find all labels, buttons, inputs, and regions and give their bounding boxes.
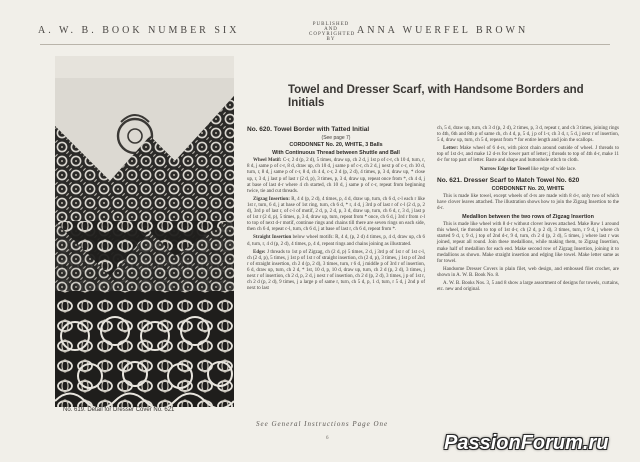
straight-lead: Straight Insertion <box>253 235 292 241</box>
header-book-title: A. W. B. BOOK NUMBER SIX <box>38 25 240 36</box>
scarf-intro-paragraph: This is made like towel, except wheels of d-rs are made with 8 d-r, only two of which have clover leaves attached. The illustration shows how to join the Zigzag Insertion to the d-r. <box>437 193 619 211</box>
letter-paragraph <box>437 146 619 164</box>
zigzag-text: R, 4 d (p, 2 d), 4 times, p, 4 d, draw up, turn, ch 6 d, c-l each r like 1st r, turn, 6 d, j at base of 1st ring, turn, ch 6 d, * r, 4 d, j 3rd p of last r of c-l (2 d, p, 2 d), 3rd p of last r, of c-l of motif, 2 d, p, 2 d, p, 3 d, draw up, turn, ch 6 d, r, 3 d, j last p of 1st r (2 d, p), 5 times, p, 3 d, draw up, turn, repeat from * once, ch 6 d, j 3rd r from c-l to top of next d-r motif, continue rings and chains till there are seven rings on each side, then ch 6 d, repeat c-l, turn, ch 6 d, j at base of last r, ch 6 d, repeat from *. <box>247 196 425 233</box>
section-heading-621: No. 621. Dresser Scarf to Match Towel No. 620 <box>437 176 580 184</box>
wheel-motif-lead: Wheel Motif: <box>253 158 282 164</box>
site-watermark: PassionForum.ru <box>444 432 609 454</box>
see-page-note: (See page 7) <box>321 135 351 141</box>
page-title: Towel and Dresser Scarf, with Handsome Borders and Initials <box>288 84 584 109</box>
straight-text: below wheel motifs: R, 4 d, (p, 2 d) 4 times, p, 4 d, draw up, ch 6 d, turn, r, 4 d (p, 2 d), 4 times, p, 4 d, repeat rings and chains joining as illustrated. <box>247 235 425 247</box>
section-heading-620: No. 620. Towel Border with Tatted Initial <box>247 126 370 133</box>
narrow-edge-paragraph <box>437 167 619 173</box>
narrow-edge-lead: Narrow Edge for Towel <box>479 166 530 172</box>
right-column <box>437 126 619 295</box>
medallion-paragraph: This is made like wheel with 8 d-r without clover leaves attached. Make Row 1 around this wheel, tie threads to top of 1st d-r, ch (2 d, p 2 d), 3 times, turn, r 9 d, j where ch started 9 d, r, 9 d, j top of 2nd d-r, 9 d, turn, ch 2 d (p, 2 d), 5 times, j where last r was joined, repeat all round. Join these medallions, while making them, to Zigzag Insertion, make half of medallion for each end. Make second row of Zigzag Insertion, joining it to medallions as shown. Make straight insertion and edging like towel. Make letter same as for towel. <box>437 222 619 264</box>
photo-caption: No. 619. Detail for Dresser Cover No. 621 <box>63 407 175 413</box>
tatted-lace-photo <box>55 56 234 407</box>
thread-spec-620: CORDONNET No. 20, WHITE, 3 Balls <box>289 142 383 149</box>
left-column <box>247 126 425 294</box>
straight-paragraph <box>247 235 425 247</box>
header-rule <box>40 44 610 45</box>
page-number: 6 <box>326 436 329 441</box>
wheel-motif-paragraph <box>247 158 425 195</box>
general-instructions-note: See General Instructions Page One <box>256 420 389 428</box>
thread-spec-621: CORDONNET No. 20, WHITE <box>491 185 565 192</box>
page-header <box>0 22 640 42</box>
zigzag-lead: Zigzag Insertion: <box>253 196 290 202</box>
thread-method: With Continuous Thread between Shuttle and Ball <box>272 150 400 157</box>
edge-continued-paragraph: ch, 5 d, draw up, turn, ch 3 d (p, 2 d), 2 times, p, 3 d, repeat r, and ch 3 times, joining rings to 4th, 6th and 8th p of same ch, ch 4 d, p, 5 d, j p of 1-r, ch 3 d, r, 5 d, j next r of insertion, 5 d, draw up, turn, ch 5 d, repeat from * for entire length and join the scallops. <box>437 126 619 144</box>
letter-lead: Letter: <box>443 146 458 152</box>
books-paragraph: A. W. B. Books Nos. 3, 5 and 8 show a large assortment of designs for towels, curtains, etc. new and original. <box>437 280 619 293</box>
edge-lead: Edge: <box>253 249 266 255</box>
narrow-edge-text: like edge of wide lace. <box>531 166 577 172</box>
header-published-by: PUBLISHED AND COPYRIGHTED BY <box>309 22 356 42</box>
edge-text: J threads to 1st p of Zigzag, ch (2 d, p) 5 times, 2 d, j 3rd p of 1st r of 1st c-l, ch (2 d, p), 5 times, j 1st p of 1st r of straight insertion, ch (2 d, p), 3 times, j 1st p of 2nd r of straight insertion, ch 2 d (p, 2 d), 3 times, turn, r 6 d, j middle p of 3rd r of insertion, 6 d, draw up, turn, ch 2 d, * 1st, 10 d, p, 10 d, draw up, turn, ch 2 d (p, 2 d), 3 times, j next r of insertion, ch 2 d, p, 2 d, j next r of insertion, ch 2 d (p, 2 d), 3 times, j p of 1st r, ch 2 d (p, 2 d), 9 times, j a large p of same r, turn, ch 5 d, p, 1 d, turn, r 5 d, j 2nd p of next to last <box>247 249 425 292</box>
handsome-covers-paragraph: Handsome Dresser Covers in plain filet, web design, and embossed filet crochet, are shown in A. W. B. Book No. 8. <box>437 266 619 278</box>
edge-paragraph <box>247 250 425 293</box>
header-author: ANNA WUERFEL BROWN <box>357 25 529 36</box>
zigzag-paragraph <box>247 197 425 234</box>
wheel-motif-text: C-r, 2 d (p, 2 d), 5 times, draw up, ch 2 d, j 1st p of c-r, ch 10 d, turn, r, 8 d, j same p of c-r, 8 d, draw up, ch 10 d, j same p of c-r, ch 2 d, j next p of c-r, ch 10 d, turn, r, 8 d, j same p of c-r, 8 d, ch 4 d, c-r, 2 d (p, 2 d), 4 times, p, 3 d, draw up, * close up, r, 3 d, j last p of last r (2 d, p), 3 times, p, 3 d, draw up, repeat once from *, ch 4 d, j at base of last d-r where 4 ch started, ch 10 d, j same p of c-r, repeat from beginning twice, tie and cut threads. <box>247 158 426 194</box>
letter-text: Make wheel of 6 d-rs, with picot chain around outside of wheel. J threads to top of 1st d-r, and make 12 d-rs for lower part of letter; j threads to top of 4th d-r, make 11 d-r for top part of letter. Baste and shape and buttonhole stitch to cloth. <box>437 146 620 164</box>
medallion-heading: Medallion between the two rows of Zigzag Insertion <box>462 214 594 221</box>
